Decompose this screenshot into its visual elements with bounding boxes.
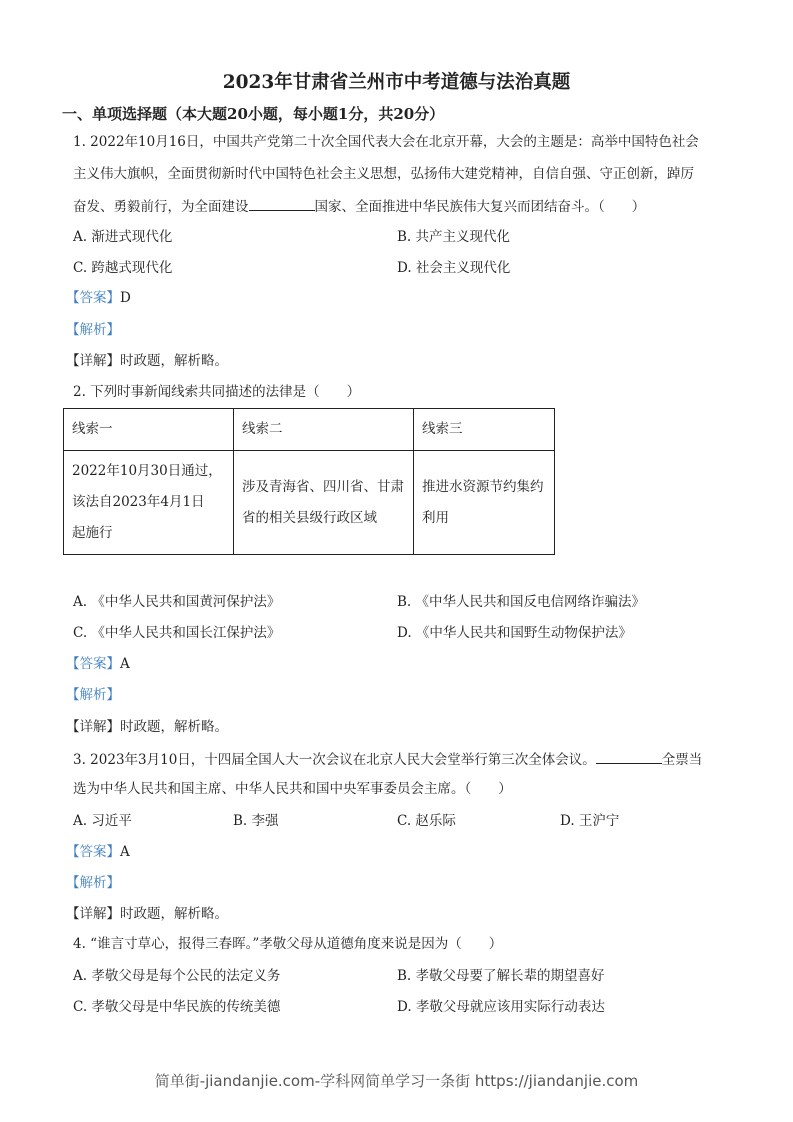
- q3-option-d: D. 王沪宁: [560, 813, 620, 829]
- answer-blank: [596, 749, 662, 764]
- detail-label: 【详解】: [66, 719, 120, 735]
- q3-line1: [73, 749, 702, 769]
- cell-line: 利用: [422, 509, 449, 526]
- q4-stem: 4. “谁言寸草心，报得三春晖。”孝敬父母从道德角度来说是因为（ ）: [73, 936, 503, 952]
- q3-option-c: C. 赵乐际: [397, 813, 456, 829]
- q3-option-b: B. 李强: [233, 813, 279, 829]
- q1-line1: 1. 2022年10月16日，中国共产党第二十次全国代表大会在北京开幕，大会的主题是：高举中国特色社会: [73, 134, 699, 150]
- q3-analysis-label: 【解析】: [66, 875, 120, 891]
- table-header: 线索一: [64, 409, 234, 451]
- answer-value: A: [120, 844, 130, 860]
- q1-option-c: C. 跨越式现代化: [73, 260, 173, 276]
- table-header: 线索二: [234, 409, 414, 451]
- q3-line2: 选为中华人民共和国主席、中华人民共和国中央军事委员会主席。（ ）: [73, 781, 512, 797]
- answer-label: 【答案】: [66, 844, 120, 860]
- q1-line3-a: 奋发、勇毅前行，为全面建设: [73, 199, 249, 215]
- table-cell: [234, 451, 414, 555]
- answer-label: 【答案】: [66, 290, 120, 306]
- table-header: 线索三: [414, 409, 555, 451]
- answer-label: 【答案】: [66, 656, 120, 672]
- q3-detail: [66, 905, 228, 923]
- q2-option-d: D. 《中华人民共和国野生动物保护法》: [397, 625, 632, 641]
- table-cell: [64, 451, 234, 555]
- table-cell: [414, 451, 555, 555]
- q1-detail: [66, 352, 228, 370]
- detail-label: 【详解】: [66, 906, 120, 922]
- q2-option-c: C. 《中华人民共和国长江保护法》: [73, 625, 281, 641]
- clue-table: [63, 408, 555, 555]
- q3-line1-a: 3. 2023年3月10日，十四届全国人大一次会议在北京人民大会堂举行第三次全体会议。: [73, 752, 596, 768]
- footer-watermark: 简单街-jiandanjie.com-学科网简单学习一条街 https://jiandanjie.com: [154, 1072, 639, 1090]
- q2-detail: [66, 718, 228, 736]
- q1-analysis-label: 【解析】: [66, 322, 120, 338]
- q3-option-a: A. 习近平: [73, 813, 132, 829]
- q4-option-d: D. 孝敬父母就应该用实际行动表达: [397, 999, 605, 1015]
- detail-label: 【详解】: [66, 353, 120, 369]
- q3-line1-b: 全票当: [661, 752, 703, 768]
- q1-line3-b: 国家、全面推进中华民族伟大复兴而团结奋斗。（ ）: [314, 199, 646, 215]
- q2-stem: 2. 下列时事新闻线索共同描述的法律是（ ）: [73, 384, 361, 400]
- q4-option-b: B. 孝敬父母要了解长辈的期望喜好: [397, 968, 605, 984]
- detail-text: 时政题，解析略。: [120, 719, 228, 735]
- q1-option-b: B. 共产主义现代化: [397, 229, 511, 245]
- answer-value: A: [120, 656, 130, 672]
- q1-line2: 主义伟大旗帜，全面贯彻新时代中国特色社会主义思想，弘扬伟大建党精神，自信自强、守正创新，踔厉: [73, 166, 694, 182]
- q2-answer: [66, 655, 130, 673]
- cell-line: 推进水资源节约集约: [422, 478, 544, 495]
- q2-option-b: B. 《中华人民共和国反电信网络诈骗法》: [397, 594, 646, 610]
- cell-line: 涉及青海省、四川省、甘肃: [242, 478, 404, 495]
- page-title: 2023年甘肃省兰州市中考道德与法治真题: [222, 72, 571, 93]
- q2-analysis-label: 【解析】: [66, 687, 120, 703]
- cell-line: 省的相关县级行政区域: [242, 509, 377, 526]
- section-heading: 一、单项选择题（本大题20小题，每小题1分，共20分）: [62, 105, 445, 123]
- detail-text: 时政题，解析略。: [120, 906, 228, 922]
- cell-line: 2022年10月30日通过，: [72, 463, 222, 479]
- q4-option-c: C. 孝敬父母是中华民族的传统美德: [73, 999, 281, 1015]
- detail-text: 时政题，解析略。: [120, 353, 228, 369]
- answer-blank: [249, 196, 315, 211]
- cell-line: 起施行: [72, 525, 113, 541]
- q1-answer: [66, 289, 131, 307]
- answer-value: D: [120, 290, 131, 306]
- q1-line3: [73, 196, 645, 216]
- q4-option-a: A. 孝敬父母是每个公民的法定义务: [73, 968, 281, 984]
- q3-answer: [66, 843, 130, 861]
- q1-option-d: D. 社会主义现代化: [397, 260, 511, 276]
- q1-option-a: A. 渐进式现代化: [73, 229, 173, 245]
- cell-line: 该法自2023年4月1日: [72, 494, 205, 510]
- q2-option-a: A. 《中华人民共和国黄河保护法》: [73, 594, 281, 610]
